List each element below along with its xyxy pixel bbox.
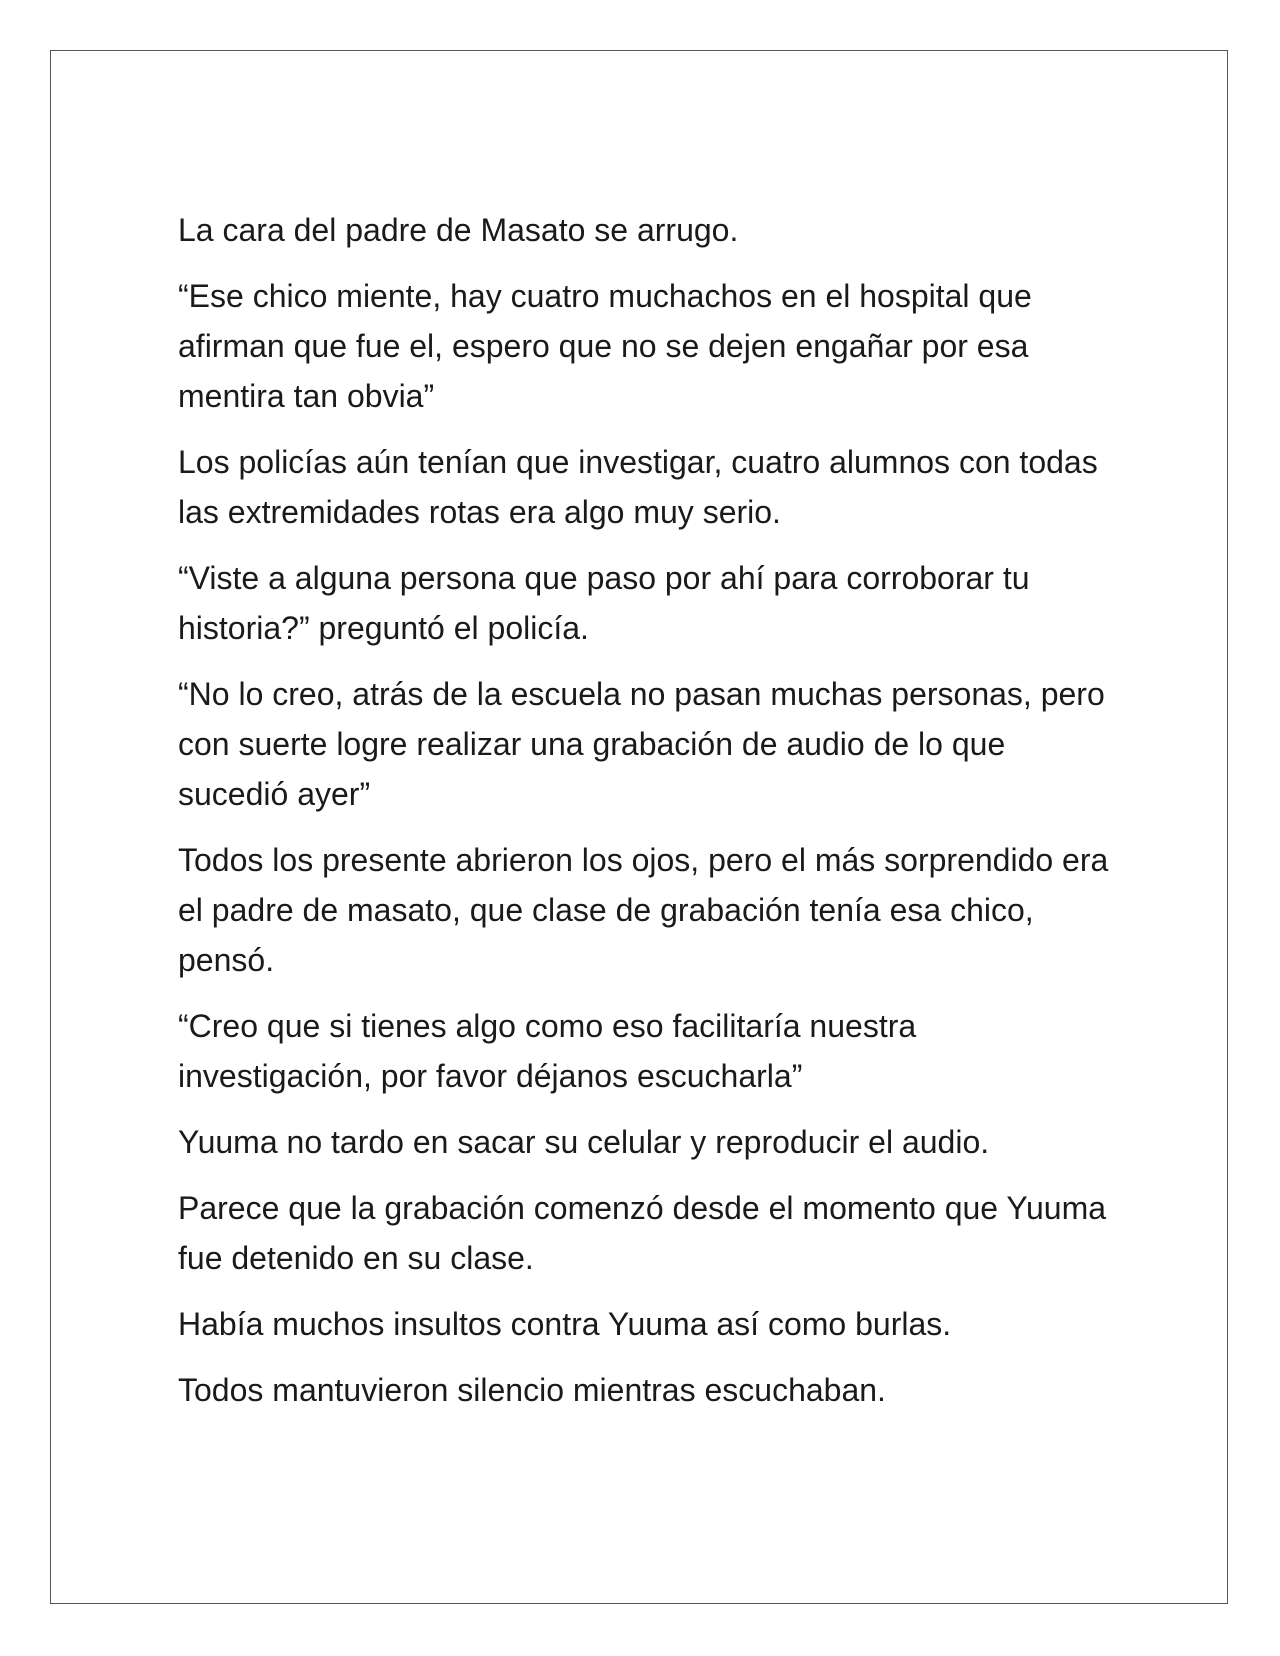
- paragraph: “No lo creo, atrás de la escuela no pasan muchas personas, pero con suerte logre realizar una grabación de audio de lo que sucedió ayer”: [178, 676, 1105, 812]
- paragraph: Parece que la grabación comenzó desde el momento que Yuuma fue detenido en su clase.: [178, 1190, 1107, 1276]
- paragraph: Todos mantuvieron silencio mientras escuchaban.: [178, 1372, 886, 1408]
- paragraph: Yuuma no tardo en sacar su celular y reproducir el audio.: [178, 1124, 990, 1160]
- paragraph: Los policías aún tenían que investigar, cuatro alumnos con todas las extremidades rotas era algo muy serio.: [178, 444, 1098, 530]
- paragraph: La cara del padre de Masato se arrugo.: [178, 212, 739, 248]
- paragraph: Todos los presente abrieron los ojos, pero el más sorprendido era el padre de masato, que clase de grabación tenía esa chico, pensó.: [178, 842, 1109, 978]
- paragraph: “Creo que si tienes algo como eso facilitaría nuestra investigación, por favor déjanos escucharla”: [178, 1008, 917, 1094]
- document-body: [178, 205, 1118, 1431]
- paragraph: “Viste a alguna persona que paso por ahí para corroborar tu historia?” preguntó el policía.: [178, 560, 1030, 646]
- paragraph: “Ese chico miente, hay cuatro muchachos en el hospital que afirman que fue el, espero que no se dejen engañar por esa mentira tan obvia”: [178, 278, 1032, 414]
- paragraph: Había muchos insultos contra Yuuma así como burlas.: [178, 1306, 952, 1342]
